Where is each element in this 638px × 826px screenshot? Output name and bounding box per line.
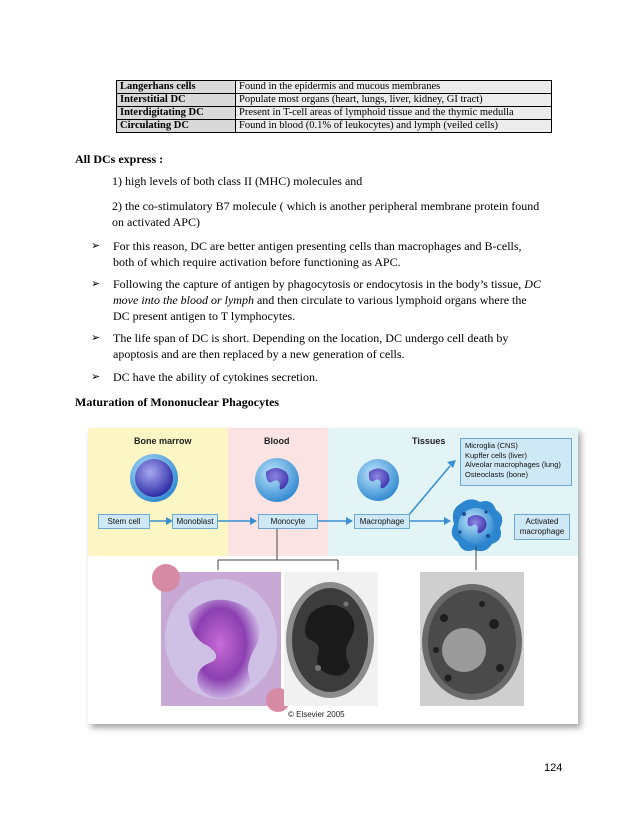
bullet-italic-run: DC <box>524 277 541 291</box>
list-item: Microglia (CNS) <box>465 441 518 450</box>
maturation-figure <box>88 428 578 724</box>
bullet-text <box>113 369 567 385</box>
dc-location-cell: Populate most organs (heart, lungs, liver, kidney, GI tract) <box>236 94 552 107</box>
macrophage-box: Macrophage <box>354 514 410 529</box>
arrow-bullet-icon: ➢ <box>91 370 101 383</box>
bullet-line: DC present antigen to T lymphocytes. <box>113 309 296 323</box>
monoblast-box: Monoblast <box>172 514 218 529</box>
bullet-line: The life span of DC is short. Depending on the location, DC undergo cell death by <box>113 331 509 345</box>
bullet-item <box>91 330 571 364</box>
macrophage-icon <box>357 459 399 501</box>
section-heading-maturation: Maturation of Mononuclear Phagocytes <box>75 395 280 409</box>
dc-types-table <box>116 80 552 133</box>
section-heading-dcs-express: All DCs express : <box>75 152 164 166</box>
tissue-macrophage-list <box>460 438 572 486</box>
bullet-text <box>113 330 567 362</box>
bullet-line: apoptosis and are then replaced by a new generation of cells. <box>113 347 405 361</box>
bullet-line: both of which require activation before functioning as APC. <box>113 255 401 269</box>
dc-type-cell: Interstitial DC <box>117 94 236 107</box>
dc-location-cell: Present in T-cell areas of lymphoid tissue and the thymic medulla <box>236 107 552 120</box>
dc-type-cell: Interdigitating DC <box>117 107 236 120</box>
connector-lines <box>218 528 476 570</box>
bullet-line: For this reason, DC are better antigen presenting cells than macrophages and B-cells, <box>113 239 522 253</box>
electron-micrograph-monocyte-image <box>284 572 378 706</box>
stem-cell-icon <box>130 454 178 502</box>
table-row <box>117 107 552 120</box>
electron-micrograph-macrophage-image <box>420 572 524 706</box>
bullet-line <box>113 276 567 292</box>
bullet-text-run: Following the capture of antigen by phagocytosis or endocytosis in the body’s tissue, <box>113 277 525 291</box>
activated-label-line: macrophage <box>519 527 565 536</box>
zone-label: Bone marrow <box>134 436 192 446</box>
list-item-b7-line1: 2) the co-stimulatory B7 molecule ( which is another peripheral membrane protein found <box>112 199 540 213</box>
dc-location-cell: Found in the epidermis and mucous membranes <box>236 81 552 94</box>
bullet-item <box>91 238 571 272</box>
zone-label: Blood <box>264 436 290 446</box>
list-item: Kupffer cells (liver) <box>465 450 527 460</box>
bullet-line <box>113 292 567 308</box>
copyright-note: © Elsevier 2005 <box>288 710 345 719</box>
arrow-bullet-icon: ➢ <box>91 239 101 252</box>
table-row <box>117 120 552 133</box>
dc-type-cell: Circulating DC <box>117 120 236 133</box>
dc-location-cell: Found in blood (0.1% of leukocytes) and lymph (veiled cells) <box>236 120 552 133</box>
table-row <box>117 81 552 94</box>
arrow-bullet-icon: ➢ <box>91 277 101 290</box>
activated-macrophage-box <box>514 514 570 540</box>
bullet-text-run: and then circulate to various lymphoid organs where the <box>253 293 527 307</box>
list-item: Osteoclasts (bone) <box>465 469 528 479</box>
bullet-line: DC have the ability of cytokines secretion. <box>113 370 318 384</box>
bullet-text <box>113 238 567 270</box>
monocyte-box: Monocyte <box>258 514 318 529</box>
activated-label-line: Activated <box>525 517 559 526</box>
zone-label: Tissues <box>412 436 446 446</box>
page-number: 124 <box>544 762 563 774</box>
bullet-text <box>113 276 567 324</box>
bullet-item <box>91 276 571 326</box>
arrow-bullet-icon: ➢ <box>91 331 101 344</box>
table-row <box>117 94 552 107</box>
bullet-item <box>91 369 571 387</box>
list-item-b7-line2: on activated APC) <box>112 215 200 229</box>
bullet-italic-run: move into the blood or lymph <box>113 293 254 307</box>
monocyte-icon <box>255 458 299 502</box>
stem-cell-box: Stem cell <box>98 514 150 529</box>
list-item: Alveolar macrophages (lung) <box>465 460 561 469</box>
activated-macrophage-icon <box>452 499 503 551</box>
dc-type-cell: Langerhans cells <box>117 81 236 94</box>
light-micrograph-image <box>152 564 290 712</box>
list-item-mhc: 1) high levels of both class II (MHC) molecules and <box>112 174 363 188</box>
